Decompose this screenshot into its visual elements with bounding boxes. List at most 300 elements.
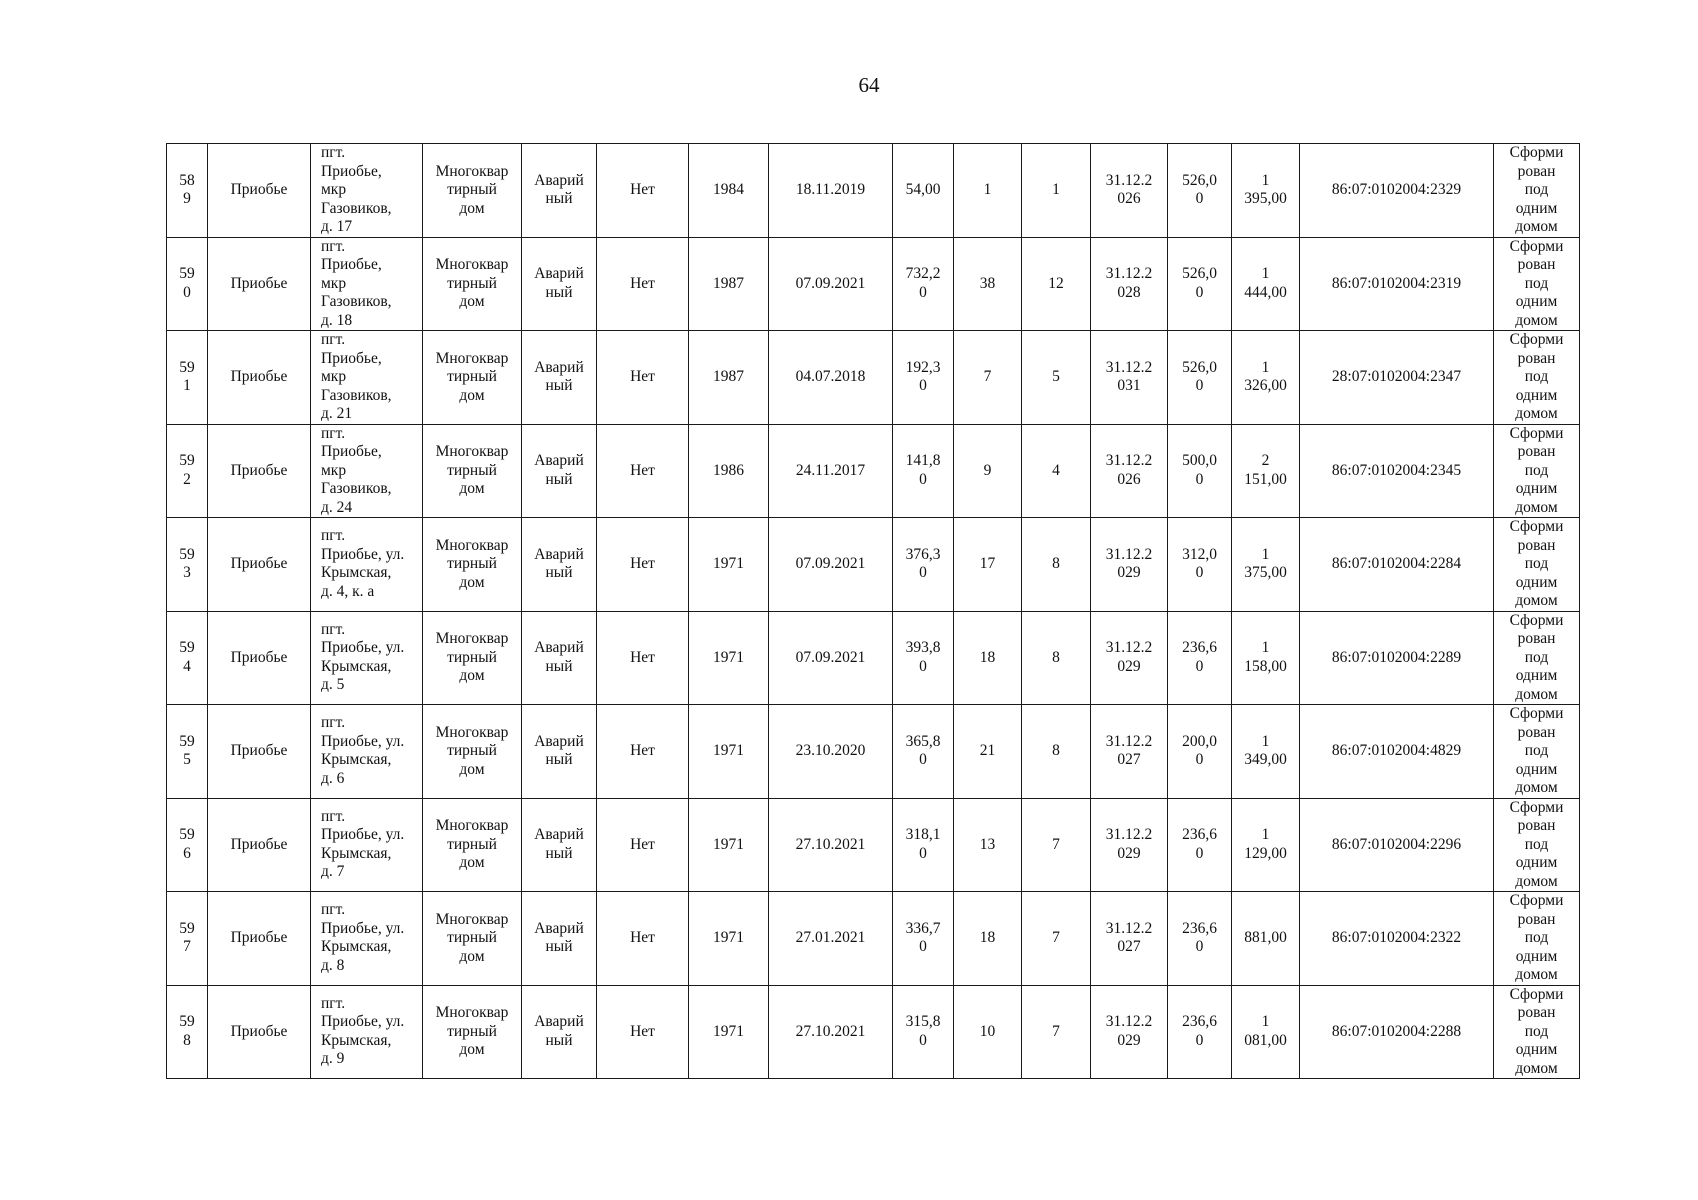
cell-land-area xyxy=(1168,144,1232,238)
cell-line: домом xyxy=(1515,779,1558,796)
cell-line: 027 xyxy=(1117,938,1141,956)
cell-premises: 5 xyxy=(1022,331,1091,425)
cell-line: 0 xyxy=(1195,190,1204,208)
cell-premises: 7 xyxy=(1022,798,1091,892)
cell-note xyxy=(1494,705,1580,799)
cell-date-recognized: 23.10.2020 xyxy=(769,705,893,799)
cell-line: 526,0 xyxy=(1182,358,1217,376)
cell-line: Сформи xyxy=(1509,144,1564,161)
cell-value xyxy=(1232,705,1300,799)
cell-line: д. 18 xyxy=(321,311,353,329)
cell-line: тирный xyxy=(447,274,497,292)
cell-house-type xyxy=(423,892,522,986)
cell-area xyxy=(893,611,954,705)
cell-line: одним xyxy=(1515,199,1558,217)
cell-status xyxy=(522,237,597,331)
cell-line: 326,00 xyxy=(1244,377,1287,395)
cell-line: 31.12.2 xyxy=(1105,171,1153,189)
cell-line: 31.12.2 xyxy=(1105,1013,1153,1031)
cell-line: д. 4, к. а xyxy=(321,582,375,600)
cell-flag: Нет xyxy=(597,237,689,331)
cell-line: 236,6 xyxy=(1182,826,1217,844)
cell-premises: 7 xyxy=(1022,985,1091,1079)
cell-planned-date xyxy=(1091,518,1168,612)
cell-line: мкр xyxy=(321,461,347,479)
cell-line: 315,8 xyxy=(905,1013,941,1031)
cell-premises: 8 xyxy=(1022,611,1091,705)
cell-line: 029 xyxy=(1117,844,1141,862)
cell-settlement: Приобье xyxy=(208,892,311,986)
cell-settlement: Приобье xyxy=(208,985,311,1079)
cell-line: Сформи xyxy=(1509,237,1564,255)
cell-area xyxy=(893,892,954,986)
cell-land-area xyxy=(1168,705,1232,799)
cell-area xyxy=(893,237,954,331)
housing-register-table xyxy=(166,143,1580,1079)
cell-line: дом xyxy=(459,854,485,871)
cell-cadastral-number: 86:07:0102004:2296 xyxy=(1300,798,1494,892)
cell-line: 029 xyxy=(1117,564,1141,582)
cell-line: домом xyxy=(1515,872,1558,890)
cell-line: 0 xyxy=(1195,564,1204,582)
cell-line: пгт. xyxy=(321,237,346,255)
page-number: 64 xyxy=(858,73,880,97)
cell-land-area xyxy=(1168,424,1232,518)
cell-line: домом xyxy=(1515,311,1558,329)
cell-line: Многоквар xyxy=(435,910,509,928)
table-row xyxy=(167,892,1580,986)
cell-line: Крымская, xyxy=(321,564,392,582)
cell-number xyxy=(167,424,208,518)
cell-address xyxy=(311,424,423,518)
cell-address xyxy=(311,611,423,705)
cell-year-built: 1971 xyxy=(689,518,769,612)
cell-date-recognized: 07.09.2021 xyxy=(769,611,893,705)
cell-line: 0 xyxy=(919,377,927,395)
table-row xyxy=(167,518,1580,612)
cell-line: рован xyxy=(1517,256,1556,273)
cell-cadastral-number: 86:07:0102004:2322 xyxy=(1300,892,1494,986)
cell-line: пгт. xyxy=(321,901,346,919)
cell-line: 026 xyxy=(1117,470,1141,488)
cell-number xyxy=(167,237,208,331)
table-row xyxy=(167,705,1580,799)
cell-house-type xyxy=(423,705,522,799)
cell-line: 54,00 xyxy=(905,181,941,198)
cell-residents: 9 xyxy=(954,424,1022,518)
cell-cadastral-number: 86:07:0102004:2319 xyxy=(1300,237,1494,331)
cell-number xyxy=(167,518,208,612)
cell-year-built: 1971 xyxy=(689,985,769,1079)
cell-note xyxy=(1494,985,1580,1079)
cell-planned-date xyxy=(1091,705,1168,799)
cell-line: тирный xyxy=(447,1022,497,1040)
cell-line: 349,00 xyxy=(1244,751,1287,769)
cell-line: 31.12.2 xyxy=(1105,545,1153,563)
cell-line: 59 xyxy=(179,265,195,283)
cell-line: Крымская, xyxy=(321,657,392,675)
cell-line: Газовиков, xyxy=(321,293,392,310)
cell-line: 59 xyxy=(179,1013,195,1031)
cell-settlement: Приобье xyxy=(208,705,311,799)
cell-house-type xyxy=(423,144,522,238)
cell-line: 0 xyxy=(919,751,927,769)
cell-house-type xyxy=(423,798,522,892)
cell-line: 2 xyxy=(1261,452,1270,470)
cell-line: дом xyxy=(459,947,485,965)
cell-value xyxy=(1232,611,1300,705)
cell-address xyxy=(311,985,423,1079)
cell-line: 1 xyxy=(1261,826,1270,844)
cell-line: 0 xyxy=(1195,283,1204,301)
cell-line: ный xyxy=(545,938,573,956)
cell-line: 158,00 xyxy=(1244,657,1287,675)
cell-line: 59 xyxy=(179,732,195,750)
cell-year-built: 1971 xyxy=(689,705,769,799)
cell-residents: 21 xyxy=(954,705,1022,799)
cell-residents: 13 xyxy=(954,798,1022,892)
cell-line: Многоквар xyxy=(435,630,509,647)
cell-settlement: Приобье xyxy=(208,237,311,331)
cell-year-built: 1971 xyxy=(689,798,769,892)
cell-line: 141,8 xyxy=(905,452,941,470)
cell-flag: Нет xyxy=(597,518,689,612)
cell-line: Сформи xyxy=(1509,331,1564,348)
cell-line: 336,7 xyxy=(905,919,941,937)
cell-line: Многоквар xyxy=(435,256,509,273)
cell-line: ный xyxy=(545,190,573,208)
cell-line: 027 xyxy=(1117,751,1141,769)
cell-line: 1 xyxy=(1261,732,1270,750)
cell-line: 236,6 xyxy=(1182,639,1217,657)
cell-line: 0 xyxy=(1195,751,1204,769)
cell-line: 31.12.2 xyxy=(1105,732,1153,750)
table-row xyxy=(167,985,1580,1079)
cell-note xyxy=(1494,798,1580,892)
cell-line: Крымская, xyxy=(321,751,392,769)
cell-planned-date xyxy=(1091,144,1168,238)
cell-date-recognized: 27.10.2021 xyxy=(769,985,893,1079)
cell-line: 31.12.2 xyxy=(1105,639,1153,657)
cell-line: домом xyxy=(1515,592,1558,609)
cell-line: Многоквар xyxy=(435,349,509,367)
cell-line: Приобье, ул. xyxy=(321,826,405,844)
cell-line: дом xyxy=(459,1041,485,1058)
cell-line: Аварий xyxy=(534,358,584,376)
cell-line: рован xyxy=(1517,817,1556,834)
cell-planned-date xyxy=(1091,985,1168,1079)
cell-settlement: Приобье xyxy=(208,424,311,518)
cell-house-type xyxy=(423,237,522,331)
register-body xyxy=(167,144,1580,1079)
cell-line: 0 xyxy=(1195,657,1204,675)
cell-premises: 1 xyxy=(1022,144,1091,238)
cell-line: 1 xyxy=(1261,545,1270,563)
cell-line: д. 7 xyxy=(321,863,345,881)
cell-flag: Нет xyxy=(597,798,689,892)
cell-value xyxy=(1232,892,1300,986)
cell-line: 1 xyxy=(1261,358,1270,376)
cell-number xyxy=(167,144,208,238)
cell-line: 8 xyxy=(183,1031,191,1049)
cell-line: 0 xyxy=(1195,938,1204,956)
cell-line: 58 xyxy=(179,171,195,189)
cell-line: 0 xyxy=(919,564,927,582)
cell-note xyxy=(1494,331,1580,425)
cell-line: под xyxy=(1524,274,1549,292)
cell-planned-date xyxy=(1091,237,1168,331)
cell-line: 1 xyxy=(1261,639,1270,657)
cell-line: дом xyxy=(459,573,485,591)
cell-line: домом xyxy=(1515,405,1558,422)
cell-line: рован xyxy=(1517,723,1556,741)
cell-line: домом xyxy=(1515,1059,1558,1077)
cell-cadastral-number: 86:07:0102004:2289 xyxy=(1300,611,1494,705)
cell-residents: 18 xyxy=(954,611,1022,705)
cell-line: Приобье, xyxy=(321,162,382,180)
cell-line: Аварий xyxy=(534,639,584,657)
cell-line: рован xyxy=(1517,443,1556,460)
cell-line: 028 xyxy=(1117,283,1141,301)
cell-planned-date xyxy=(1091,611,1168,705)
cell-status xyxy=(522,798,597,892)
cell-line: под xyxy=(1524,461,1549,479)
cell-address xyxy=(311,331,423,425)
cell-line: д. 21 xyxy=(321,405,353,422)
cell-line: Аварий xyxy=(534,545,584,563)
cell-line: Крымская, xyxy=(321,1031,392,1049)
cell-line: пгт. xyxy=(321,527,346,545)
cell-line: 444,00 xyxy=(1244,283,1287,301)
cell-line: 59 xyxy=(179,452,195,470)
cell-line: 0 xyxy=(919,470,927,488)
cell-address xyxy=(311,518,423,612)
cell-line: 0 xyxy=(919,1031,927,1049)
cell-date-recognized: 27.01.2021 xyxy=(769,892,893,986)
cell-line: мкр xyxy=(321,181,347,198)
cell-line: Сформи xyxy=(1509,985,1564,1003)
cell-line: рован xyxy=(1517,910,1556,928)
cell-value xyxy=(1232,518,1300,612)
cell-line: Аварий xyxy=(534,1013,584,1031)
cell-residents: 10 xyxy=(954,985,1022,1079)
cell-line: 526,0 xyxy=(1182,171,1217,189)
cell-line: одним xyxy=(1515,854,1558,871)
cell-line: рован xyxy=(1517,630,1556,647)
cell-line: одним xyxy=(1515,386,1558,404)
cell-area xyxy=(893,985,954,1079)
cell-line: 318,1 xyxy=(905,826,941,844)
cell-line: 0 xyxy=(919,657,927,675)
cell-area xyxy=(893,144,954,238)
cell-line: 029 xyxy=(1117,657,1141,675)
cell-line: Приобье, ул. xyxy=(321,639,405,657)
cell-line: пгт. xyxy=(321,620,346,638)
cell-line: рован xyxy=(1517,162,1556,180)
cell-line: пгт. xyxy=(321,714,346,732)
cell-line: 029 xyxy=(1117,1031,1141,1049)
cell-line: одним xyxy=(1515,573,1558,591)
cell-line: д. 9 xyxy=(321,1050,345,1068)
cell-line: Газовиков, xyxy=(321,199,392,217)
cell-line: Приобье, ул. xyxy=(321,545,405,563)
cell-line: 59 xyxy=(179,919,195,937)
cell-note xyxy=(1494,518,1580,612)
cell-line: ный xyxy=(545,470,573,488)
cell-line: 31.12.2 xyxy=(1105,826,1153,844)
cell-line: мкр xyxy=(321,274,347,292)
cell-residents: 18 xyxy=(954,892,1022,986)
cell-address xyxy=(311,144,423,238)
cell-area xyxy=(893,331,954,425)
cell-status xyxy=(522,331,597,425)
cell-line: 526,0 xyxy=(1182,265,1217,283)
cell-date-recognized: 24.11.2017 xyxy=(769,424,893,518)
cell-line: тирный xyxy=(447,181,497,198)
cell-line: под xyxy=(1524,181,1549,198)
cell-line: 4 xyxy=(183,657,191,675)
cell-line: 1 xyxy=(1261,265,1270,283)
cell-line: Сформи xyxy=(1509,611,1564,629)
cell-line: Аварий xyxy=(534,265,584,283)
table-row xyxy=(167,144,1580,238)
table-row xyxy=(167,798,1580,892)
cell-date-recognized: 07.09.2021 xyxy=(769,237,893,331)
cell-area xyxy=(893,424,954,518)
cell-line: д. 24 xyxy=(321,498,353,516)
cell-line: 31.12.2 xyxy=(1105,358,1153,376)
cell-line: пгт. xyxy=(321,424,346,442)
cell-house-type xyxy=(423,611,522,705)
cell-line: 0 xyxy=(1195,1031,1204,1049)
cell-line: дом xyxy=(459,667,485,684)
cell-line: одним xyxy=(1515,480,1558,497)
cell-number xyxy=(167,611,208,705)
cell-status xyxy=(522,985,597,1079)
cell-line: домом xyxy=(1515,685,1558,703)
cell-note xyxy=(1494,892,1580,986)
cell-line: 59 xyxy=(179,826,195,844)
cell-cadastral-number: 86:07:0102004:2345 xyxy=(1300,424,1494,518)
cell-line: 881,00 xyxy=(1244,929,1287,946)
cell-address xyxy=(311,705,423,799)
cell-flag: Нет xyxy=(597,144,689,238)
cell-residents: 1 xyxy=(954,144,1022,238)
cell-flag: Нет xyxy=(597,611,689,705)
cell-year-built: 1984 xyxy=(689,144,769,238)
cell-line: 1 xyxy=(1261,171,1270,189)
cell-line: одним xyxy=(1515,947,1558,965)
cell-line: Многоквар xyxy=(435,536,509,554)
cell-planned-date xyxy=(1091,424,1168,518)
cell-value xyxy=(1232,985,1300,1079)
cell-note xyxy=(1494,237,1580,331)
cell-address xyxy=(311,237,423,331)
cell-line: 5 xyxy=(183,751,191,769)
cell-planned-date xyxy=(1091,331,1168,425)
cell-line: рован xyxy=(1517,349,1556,367)
cell-line: Газовиков, xyxy=(321,480,392,497)
cell-line: Газовиков, xyxy=(321,386,392,404)
cell-line: Аварий xyxy=(534,732,584,750)
cell-area xyxy=(893,798,954,892)
cell-line: 0 xyxy=(1195,844,1204,862)
cell-line: ный xyxy=(545,751,573,769)
cell-date-recognized: 07.09.2021 xyxy=(769,518,893,612)
cell-line: ный xyxy=(545,283,573,301)
cell-line: тирный xyxy=(447,929,497,946)
cell-house-type xyxy=(423,331,522,425)
cell-line: под xyxy=(1524,929,1549,946)
cell-land-area xyxy=(1168,611,1232,705)
cell-date-recognized: 27.10.2021 xyxy=(769,798,893,892)
cell-line: 031 xyxy=(1117,377,1141,395)
cell-settlement: Приобье xyxy=(208,518,311,612)
cell-value xyxy=(1232,144,1300,238)
cell-house-type xyxy=(423,518,522,612)
cell-line: 026 xyxy=(1117,190,1141,208)
cell-line: д. 17 xyxy=(321,218,353,235)
cell-line: рован xyxy=(1517,536,1556,554)
cell-line: 7 xyxy=(183,938,191,956)
cell-line: дом xyxy=(459,199,485,217)
cell-status xyxy=(522,518,597,612)
cell-line: ный xyxy=(545,564,573,582)
cell-line: 59 xyxy=(179,358,195,376)
cell-line: одним xyxy=(1515,1041,1558,1058)
cell-line: 0 xyxy=(1195,377,1204,395)
cell-line: Многоквар xyxy=(435,723,509,741)
cell-number xyxy=(167,798,208,892)
cell-line: 1 xyxy=(1261,1013,1270,1031)
cell-line: Аварий xyxy=(534,826,584,844)
cell-premises: 12 xyxy=(1022,237,1091,331)
cell-line: Аварий xyxy=(534,452,584,470)
cell-year-built: 1971 xyxy=(689,892,769,986)
cell-date-recognized: 04.07.2018 xyxy=(769,331,893,425)
cell-flag: Нет xyxy=(597,705,689,799)
cell-residents: 38 xyxy=(954,237,1022,331)
cell-line: тирный xyxy=(447,368,497,385)
cell-land-area xyxy=(1168,518,1232,612)
cell-cadastral-number: 28:07:0102004:2347 xyxy=(1300,331,1494,425)
cell-line: 376,3 xyxy=(905,545,941,563)
cell-residents: 17 xyxy=(954,518,1022,612)
cell-line: Сформи xyxy=(1509,518,1564,535)
cell-line: 2 xyxy=(183,470,191,488)
cell-line: 236,6 xyxy=(1182,1013,1217,1031)
cell-line: Аварий xyxy=(534,171,584,189)
cell-land-area xyxy=(1168,237,1232,331)
cell-line: Приобье, xyxy=(321,349,382,367)
cell-line: 59 xyxy=(179,545,195,563)
cell-line: под xyxy=(1524,368,1549,385)
cell-planned-date xyxy=(1091,798,1168,892)
cell-line: Сформи xyxy=(1509,424,1564,442)
cell-line: тирный xyxy=(447,742,497,759)
cell-line: 59 xyxy=(179,639,195,657)
cell-line: под xyxy=(1524,1022,1549,1040)
table-row xyxy=(167,424,1580,518)
cell-premises: 8 xyxy=(1022,518,1091,612)
cell-year-built: 1987 xyxy=(689,331,769,425)
cell-house-type xyxy=(423,985,522,1079)
cell-land-area xyxy=(1168,985,1232,1079)
cell-line: пгт. xyxy=(321,331,346,348)
cell-cadastral-number: 86:07:0102004:2284 xyxy=(1300,518,1494,612)
cell-line: дом xyxy=(459,386,485,404)
cell-year-built: 1971 xyxy=(689,611,769,705)
